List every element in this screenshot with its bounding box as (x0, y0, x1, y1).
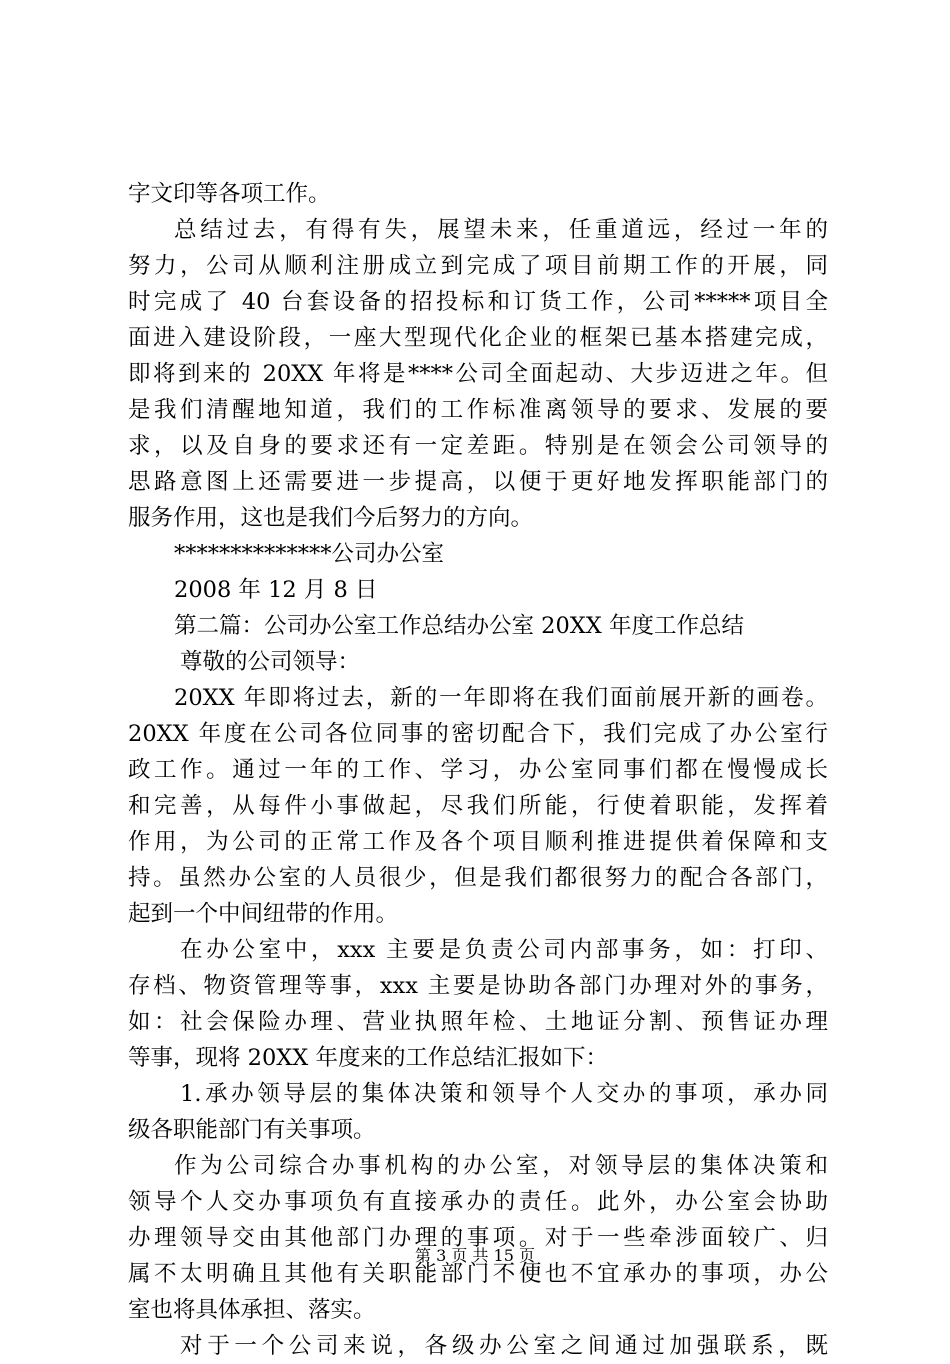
text-line: 级各职能部门有关事项。 (128, 1117, 376, 1143)
date-line: 2008 年 12 月 8 日 (174, 577, 378, 603)
text-line: 时完成了 40 台套设备的招投标和订货工作，公司*****项目全 (128, 289, 828, 315)
text-line: 对于一个公司来说，各级办公室之间通过加强联系，既 (180, 1333, 828, 1359)
text-line: 努力，公司从顺利注册成立到完成了项目前期工作的开展，同 (128, 253, 828, 279)
text-line: 作为公司综合办事机构的办公室，对领导层的集体决策和 (174, 1153, 828, 1179)
text-line: 是我们清醒地知道，我们的工作标准离领导的要求、发展的要 (128, 397, 828, 423)
text-line: 持。虽然办公室的人员很少，但是我们都很努力的配合各部门， (128, 865, 828, 891)
text-line: 求，以及自身的要求还有一定差距。特别是在领会公司领导的 (128, 433, 828, 459)
text-line: 起到一个中间纽带的作用。 (128, 901, 399, 927)
text-line: 政工作。通过一年的工作、学习，办公室同事们都在慢慢成长 (128, 757, 828, 783)
salutation: 尊敬的公司领导： (180, 649, 361, 675)
text-line: 作用，为公司的正常工作及各个项目顺利推进提供着保障和支 (128, 829, 828, 855)
text-line: 即将到来的 20XX 年将是****公司全面起动、大步迈进之年。但 (128, 361, 828, 387)
text-line: 在办公室中，xxx 主要是负责公司内部事务，如：打印、 (180, 937, 828, 963)
text-line: 室也将具体承担、落实。 (128, 1297, 376, 1323)
document-body (128, 176, 828, 1364)
text-line: 存档、物资管理等事，xxx 主要是协助各部门办理对外的事务， (128, 973, 828, 999)
text-line: 等事，现将 20XX 年度来的工作总结汇报如下： (128, 1045, 608, 1071)
text-line: 总结过去，有得有失，展望未来，任重道远，经过一年的 (174, 217, 828, 243)
text-line: 如：社会保险办理、营业执照年检、土地证分割、预售证办理 (128, 1009, 828, 1035)
text-line: 属不太明确且其他有关职能部门不便也不宜承办的事项，办公 (128, 1261, 828, 1287)
section-heading: 第二篇：公司办公室工作总结办公室 20XX 年度工作总结 (174, 613, 744, 639)
page-footer: 第 3 页 共 15 页 (415, 1246, 535, 1265)
text-line: 思路意图上还需要进一步提高，以便于更好地发挥职能部门的 (128, 469, 828, 495)
text-line: 面进入建设阶段，一座大型现代化企业的框架已基本搭建完成， (128, 325, 828, 351)
signature-line: **************公司办公室 (174, 541, 445, 567)
text-line: 20XX 年度在公司各位同事的密切配合下，我们完成了办公室行 (128, 721, 828, 747)
text-line: 和完善，从每件小事做起，尽我们所能，行使着职能，发挥着 (128, 793, 828, 819)
text-line: 服务作用，这也是我们今后努力的方向。 (128, 505, 534, 531)
text-line: 20XX 年即将过去，新的一年即将在我们面前展开新的画卷。 (174, 685, 828, 711)
text-line: 领导个人交办事项负有直接承办的责任。此外，办公室会协助 (128, 1189, 828, 1215)
list-item-heading: 1.承办领导层的集体决策和领导个人交办的事项，承办同 (180, 1081, 828, 1107)
text-line: 办理领导交由其他部门办理的事项。对于一些牵涉面较广、归 (128, 1225, 828, 1251)
text-line: 字文印等各项工作。 (128, 181, 331, 207)
